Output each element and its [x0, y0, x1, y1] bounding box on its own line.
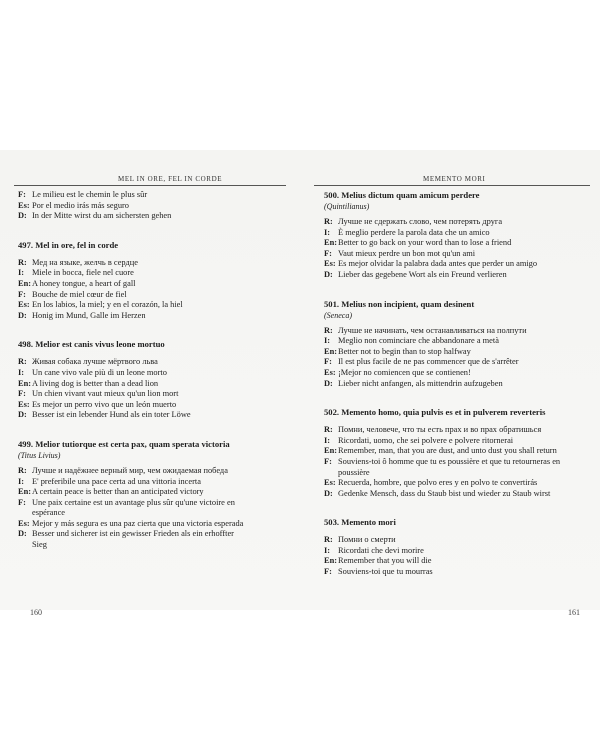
language-code: En:: [324, 446, 338, 456]
translation-text: Помни, человече, что ты есть прах и во прах обратишься: [338, 425, 542, 435]
language-code: I:: [18, 476, 25, 486]
entry-latin-title: Memento mori: [341, 517, 396, 528]
entry-number: 502.: [324, 407, 340, 418]
entry-number: 497.: [18, 239, 34, 250]
translation-text: Meglio non cominciare che abbandonare a metà: [338, 336, 499, 346]
language-code: R:: [18, 465, 27, 475]
language-code: R:: [324, 535, 333, 545]
proverb-entry: [324, 190, 590, 281]
language-code: R:: [324, 325, 333, 335]
language-code: I:: [18, 367, 25, 377]
translation-text: Живая собака лучше мёртвого льва: [32, 357, 158, 367]
translation-line: [324, 249, 590, 260]
entry-latin-title: Mel in ore, fel in corde: [35, 239, 119, 250]
translation-line: [18, 400, 288, 411]
translation-line: [324, 238, 590, 249]
entry-title: [324, 190, 590, 200]
translation-text: Un cane vivo vale più di un leone morto: [32, 367, 167, 377]
language-code: En:: [324, 346, 338, 356]
translation-line: [18, 508, 288, 519]
translation-text: Besser und sicherer ist ein gewisser Frieden als ein erhoffter: [32, 529, 234, 539]
language-code: I:: [18, 268, 25, 278]
translation-line: [18, 466, 288, 477]
translation-line: [324, 228, 590, 239]
translation-line: [18, 279, 288, 290]
header-rule: [314, 185, 590, 186]
language-code: En:: [18, 278, 32, 288]
translation-text: Мед на языке, желчь в сердце: [32, 257, 138, 267]
translation-text: A honey tongue, a heart of gall: [32, 278, 136, 288]
language-code: En:: [324, 556, 338, 566]
translation-line: [18, 211, 288, 222]
language-code: D:: [324, 269, 333, 279]
translation-text: Mejor y más segura es una paz cierta que una victoria esperada: [32, 518, 244, 528]
language-code: F:: [324, 567, 332, 577]
translation-text: Recuerda, hombre, que polvo eres y en polvo te convertirás: [338, 478, 538, 488]
language-code: Es:: [18, 399, 30, 409]
translation-line: [18, 357, 288, 368]
language-code: Es:: [324, 478, 336, 488]
translation-text: È meglio perdere la parola data che un amico: [338, 227, 490, 237]
language-code: En:: [324, 238, 338, 248]
language-code: F:: [324, 248, 332, 258]
entry-number: 501.: [324, 298, 340, 309]
entry-number: 500.: [324, 190, 340, 200]
translation-text: Lieber nicht anfangen, als mittendrin aufzugeben: [338, 378, 503, 388]
language-code: F:: [18, 190, 26, 199]
translation-line: [324, 368, 590, 379]
language-code: Es:: [18, 518, 30, 528]
translation-text: A living dog is better than a dead lion: [32, 378, 159, 388]
translation-line: [18, 379, 288, 390]
translation-line: [18, 290, 288, 301]
language-code: F:: [18, 289, 26, 299]
entry-latin-title: Melior tutiorque est certa pax, quam sperata victoria: [35, 438, 230, 449]
entry-latin-title: Melius dictum quam amicum perdere: [341, 190, 480, 200]
translation-text: Помни о смерти: [338, 535, 396, 545]
translation-text: Souviens-toi que tu mourras: [338, 567, 433, 577]
translation-text: Remember, man, that you are dust, and unto dust you shall return: [338, 446, 557, 456]
translation-line: [18, 268, 288, 279]
translation-line: [324, 535, 590, 546]
language-code: R:: [18, 257, 27, 267]
entry-number: 498.: [18, 339, 34, 350]
entry-latin-title: Melius non incipient, quam desinent: [341, 298, 475, 309]
language-code: F:: [18, 389, 26, 399]
language-code: D:: [18, 211, 27, 221]
proverb-entry: [324, 517, 590, 577]
translation-list: [324, 535, 590, 577]
entry-title: [18, 240, 288, 250]
translation-line: [18, 258, 288, 269]
translation-line: [18, 389, 288, 400]
translation-line: [18, 519, 288, 530]
translation-line: [18, 487, 288, 498]
proverb-entry: [324, 299, 590, 390]
translation-text: Une paix certaine est un avantage plus sûr qu'une victoire en: [32, 497, 235, 507]
translation-line: [18, 190, 288, 201]
translation-line: [324, 567, 590, 578]
language-code: D:: [18, 410, 27, 420]
proverb-entry: [18, 439, 288, 551]
translation-line: [18, 529, 288, 540]
translation-text: ¡Mejor no comiencen que se contienen!: [338, 367, 471, 377]
header-rule: [14, 185, 286, 186]
page-number: 161: [568, 608, 580, 617]
translation-line: [324, 259, 590, 270]
left-page-content: [18, 190, 288, 569]
entry-title: [324, 517, 590, 527]
translation-line: [324, 478, 590, 489]
translation-text: E' preferibile una pace certa ad una vittoria incerta: [32, 476, 201, 486]
entry-title: [324, 407, 590, 417]
translation-text: Remember that you will die: [338, 556, 432, 566]
translation-line: [18, 477, 288, 488]
language-code: F:: [324, 456, 332, 466]
language-code: F:: [18, 497, 26, 507]
language-code: D:: [324, 488, 333, 498]
language-code: R:: [324, 425, 333, 435]
translation-text: Souviens-toi ô homme que tu es poussière et que tu retourneras en: [338, 456, 561, 466]
translation-text: In der Mitte wirst du am sichersten gehen: [32, 211, 172, 221]
language-code: Es:: [18, 200, 30, 210]
translation-line: [324, 379, 590, 390]
running-head: MEMENTO MORI: [423, 175, 486, 183]
translation-line: [324, 556, 590, 567]
translation-line: [324, 217, 590, 228]
entry-title: [18, 439, 288, 449]
translation-line: [324, 436, 590, 447]
translation-line: [18, 410, 288, 421]
translation-line: [18, 201, 288, 212]
translation-line: [324, 357, 590, 368]
entry-latin-title: Melior est canis vivus leone mortuo: [35, 339, 165, 350]
language-code: D:: [18, 310, 27, 320]
translation-list: [18, 466, 288, 551]
translation-text: Better not to begin than to stop halfway: [338, 346, 471, 356]
language-code: Es:: [324, 367, 336, 377]
translation-line: [324, 446, 590, 457]
entry-title: [18, 339, 288, 349]
language-code: I:: [324, 435, 331, 445]
language-code: Es:: [18, 300, 30, 310]
entry-author: (Seneca): [324, 310, 352, 320]
translation-text: Es mejor un perro vivo que un león muerto: [32, 399, 177, 409]
translation-line: [18, 498, 288, 509]
translation-text: A certain peace is better than an anticipated victory: [32, 487, 204, 497]
proverb-entry: [18, 240, 288, 322]
translation-line: [18, 300, 288, 311]
translation-text: Le milieu est le chemin le plus sûr: [32, 190, 148, 199]
language-code: D:: [18, 529, 27, 539]
translation-line: [18, 311, 288, 322]
language-code: D:: [324, 378, 333, 388]
translation-line: [18, 368, 288, 379]
translation-line: [18, 540, 288, 551]
translation-text: Vaut mieux perdre un bon mot qu'un ami: [338, 248, 476, 258]
translation-text: Ricordati, uomo, che sei polvere e polvere ritornerai: [338, 435, 514, 445]
translation-list: [324, 326, 590, 390]
translation-text: Il est plus facile de ne pas commencer que de s'arrêter: [338, 357, 519, 367]
language-code: En:: [18, 487, 32, 497]
translation-line: [324, 425, 590, 436]
translation-text: Por el medio irás más seguro: [32, 200, 129, 210]
language-code: R:: [324, 217, 333, 226]
translation-text: Лучше и надёжнее верный мир, чем ожидаемая победа: [32, 465, 228, 475]
translation-text: Лучше не сдержать слово, чем потерять друга: [338, 217, 503, 226]
language-code: I:: [324, 545, 331, 555]
translation-list: [18, 258, 288, 322]
translation-text: Lieber das gegebene Wort als ein Freund verlieren: [338, 269, 507, 279]
proverb-entry: [324, 407, 590, 499]
translation-text: Es mejor olvidar la palabra dada antes que perder un amigo: [338, 259, 538, 269]
translation-text: Miele in bocca, fiele nel cuore: [32, 268, 134, 278]
entry-number: 503.: [324, 517, 340, 528]
translation-list: [18, 357, 288, 421]
continued-entry: [18, 190, 288, 222]
language-code: Es:: [324, 259, 336, 269]
language-code: F:: [324, 357, 332, 367]
translation-line: [324, 457, 590, 468]
translation-line: [324, 489, 590, 500]
entry-author: (Quintilianus): [324, 202, 370, 211]
translation-text: Bouche de miel cœur de fiel: [32, 289, 127, 299]
translation-line: [324, 326, 590, 337]
entry-number: 499.: [18, 438, 34, 449]
language-code: En:: [18, 378, 32, 388]
language-code: I:: [324, 336, 331, 346]
translation-text: poussière: [338, 467, 370, 477]
entry-title: [324, 299, 590, 309]
translation-text: Besser ist ein lebender Hund als ein toter Löwe: [32, 410, 191, 420]
translation-text: Honig im Mund, Galle im Herzen: [32, 310, 146, 320]
translation-text: Sieg: [32, 540, 47, 550]
translation-line: [324, 336, 590, 347]
running-head: MEL IN ORE, FEL IN CORDE: [118, 175, 223, 183]
translation-text: En los labios, la miel; y en el corazón, la hiel: [32, 300, 183, 310]
entry-latin-title: Memento homo, quia pulvis es et in pulverem reverteris: [341, 407, 546, 418]
translation-line: [324, 347, 590, 358]
page-number: 160: [30, 608, 42, 617]
proverb-entry: [18, 339, 288, 421]
right-page-content: [324, 190, 590, 596]
translation-text: Лучше не начинать, чем останавливаться на полпути: [338, 325, 527, 335]
translation-text: Un chien vivant vaut mieux qu'un lion mort: [32, 389, 179, 399]
translation-list: [324, 217, 590, 281]
translation-line: [324, 270, 590, 281]
right-page: [300, 0, 600, 750]
language-code: I:: [324, 227, 331, 237]
translation-text: Gedenke Mensch, dass du Staub bist und wieder zu Staub wirst: [338, 488, 551, 498]
translation-line: [324, 468, 590, 479]
translation-list: [324, 425, 590, 499]
translation-line: [324, 546, 590, 557]
language-code: R:: [18, 357, 27, 367]
translation-text: espérance: [32, 508, 66, 518]
entry-author: (Titus Livius): [18, 450, 61, 460]
translation-text: Better to go back on your word than to lose a friend: [338, 238, 512, 248]
translation-text: Ricordati che devi morire: [338, 545, 424, 555]
